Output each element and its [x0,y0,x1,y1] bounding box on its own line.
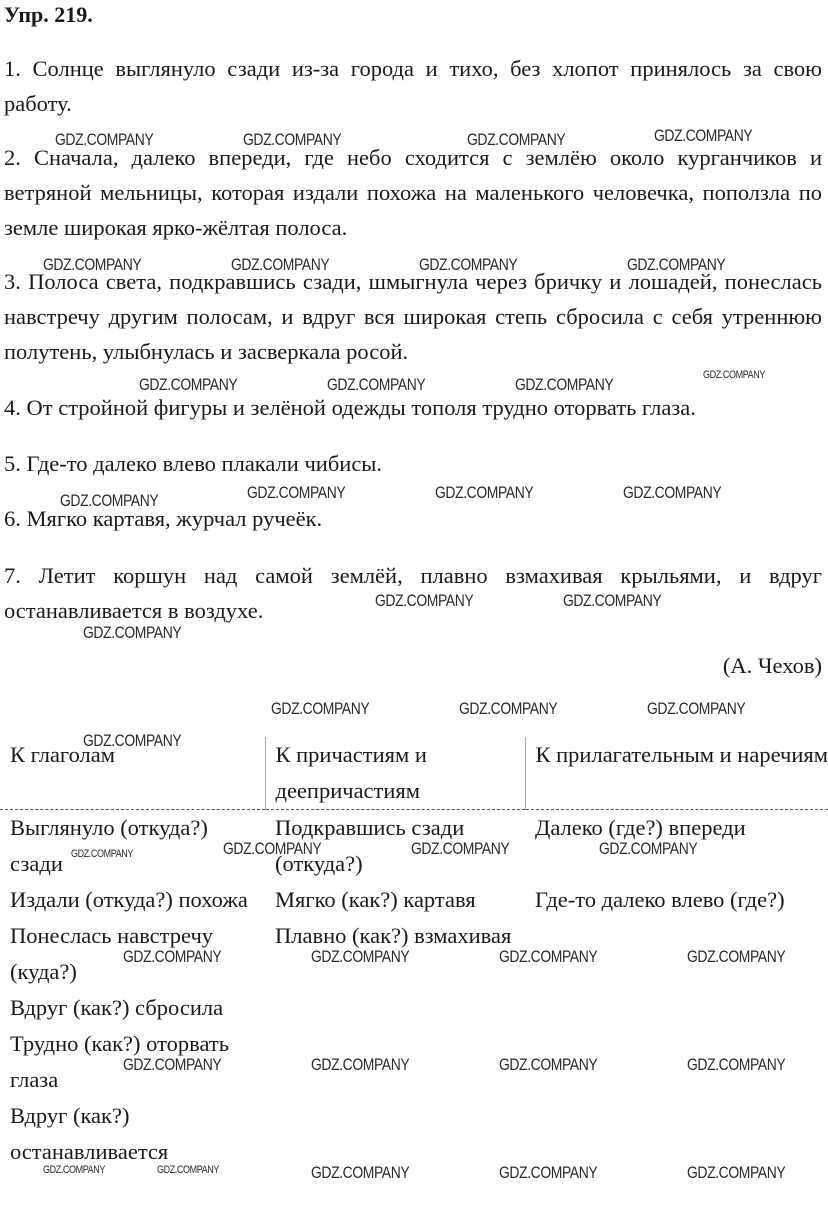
watermark: GDZ.COMPANY [327,375,426,394]
sentence-5: 5. Где-то далеко влево плакали чибисы. [4,451,383,476]
watermark: GDZ.COMPANY [687,1163,786,1182]
watermark: GDZ.COMPANY [411,839,510,858]
watermark: GDZ.COMPANY [60,491,159,510]
watermark: GDZ.COMPANY [123,947,222,966]
watermark: GDZ.COMPANY [71,848,133,860]
watermark: GDZ.COMPANY [43,1164,105,1176]
watermark: GDZ.COMPANY [459,699,558,718]
header-verbs: К глаголам [0,737,265,810]
sentence-3: 3. Полоса света, подкравшись сзади, шмыгнула через бричку и лошадей, понеслась навстречу другим полосам, и вдруг вся широкая степь сбросила с себя утреннюю полутень, улыбнулась и засверкала росой. [4,269,822,364]
watermark: GDZ.COMPANY [499,1055,598,1074]
watermark: GDZ.COMPANY [123,1055,222,1074]
watermark: GDZ.COMPANY [311,1055,410,1074]
table-cell: Плавно (как?) взмахивая [275,923,512,948]
table-cell: Издали (откуда?) похожа [10,887,248,912]
table-cell: Мягко (как?) картавя [275,887,476,912]
watermark: GDZ.COMPANY [499,1163,598,1182]
watermark: GDZ.COMPANY [647,699,746,718]
sentence-2: 2. Сначала, далеко впереди, где небо сходится с землёю около курганчиков и ветряной мельницы, которая издали похожа на маленького человечка, поползла по земле широкая ярко-жёлтая полоса. [4,145,822,240]
table-cell: Вдруг (как?) останавливается [10,1103,169,1164]
table-cell: Вдруг (как?) сбросила [10,995,224,1020]
watermark: GDZ.COMPANY [375,591,474,610]
watermark: GDZ.COMPANY [515,375,614,394]
watermark: GDZ.COMPANY [223,839,322,858]
watermark: GDZ.COMPANY [271,699,370,718]
table-row [0,990,828,1026]
table-cell: Где-то далеко влево (где?) [535,887,785,912]
watermark: GDZ.COMPANY [623,483,722,502]
header-adjectives: К прилагательным и наречиям [525,737,828,810]
author-attribution: (А. Чехов) [722,653,822,678]
sentence-6: 6. Мягко картавя, журчал ручеёк. [4,506,323,531]
watermark: GDZ.COMPANY [243,130,342,149]
watermark: GDZ.COMPANY [627,255,726,274]
watermark: GDZ.COMPANY [654,126,753,145]
watermark: GDZ.COMPANY [139,375,238,394]
table-row [0,1098,828,1170]
sentence-7: 7. Летит коршун над самой землёй, плавно взмахивая крыльями, и вдруг останавливается в воздухе. [4,563,822,623]
watermark: GDZ.COMPANY [247,483,346,502]
table-cell: Трудно (как?) оторвать глаза [10,1031,229,1092]
table-cell: Понеслась навстречу (куда?) [10,923,214,984]
watermark: GDZ.COMPANY [563,591,662,610]
sentence-1: 1. Солнце выглянуло сзади из-за города и тихо, без хлопот принялось за свою работу. [4,56,822,116]
watermark: GDZ.COMPANY [157,1164,219,1176]
watermark: GDZ.COMPANY [499,947,598,966]
watermark: GDZ.COMPANY [231,255,330,274]
watermark: GDZ.COMPANY [687,1055,786,1074]
table-cell [265,1098,525,1170]
watermark: GDZ.COMPANY [311,947,410,966]
watermark: GDZ.COMPANY [467,130,566,149]
header-participles: К причастиям и деепричастиям [265,737,525,810]
table-cell: Далеко (где?) впереди [535,815,746,840]
table-cell [525,990,828,1026]
sentence-4: 4. От стройной фигуры и зелёной одежды тополя трудно оторвать глаза. [4,395,696,420]
watermark: GDZ.COMPANY [703,369,765,381]
watermark: GDZ.COMPANY [435,483,534,502]
table-cell [265,990,525,1026]
watermark: GDZ.COMPANY [311,1163,410,1182]
watermark: GDZ.COMPANY [599,839,698,858]
table-cell: Подкравшись сзади (откуда?) [275,815,465,876]
watermark: GDZ.COMPANY [419,255,518,274]
exercise-title: Упр. 219. [4,2,93,27]
watermark: GDZ.COMPANY [43,255,142,274]
table-cell [525,1098,828,1170]
watermark: GDZ.COMPANY [83,731,182,750]
watermark: GDZ.COMPANY [687,947,786,966]
watermark: GDZ.COMPANY [55,130,154,149]
table-row [0,882,828,918]
watermark: GDZ.COMPANY [83,623,182,642]
table-cell: Выглянуло (откуда?) сзади [10,815,208,876]
